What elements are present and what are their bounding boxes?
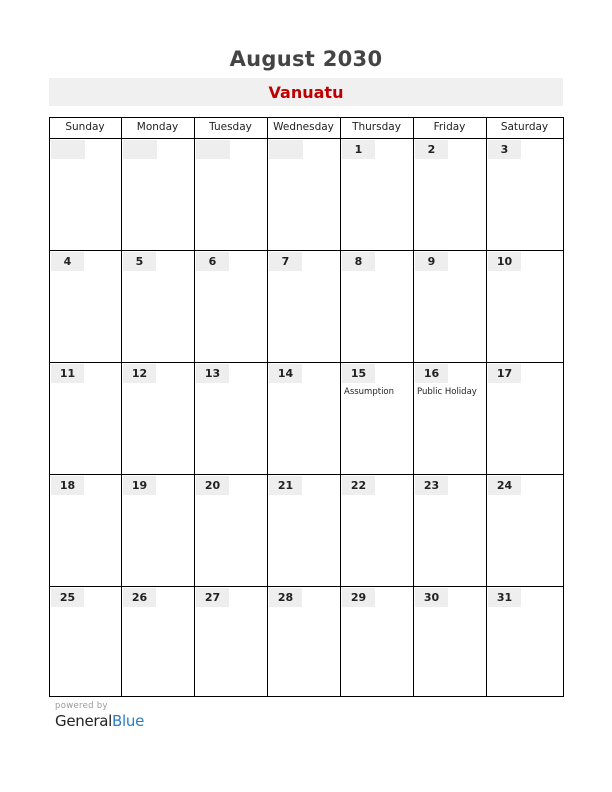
day-number-box bbox=[415, 140, 448, 159]
day-number-box bbox=[415, 252, 448, 271]
day-cell-28[interactable] bbox=[267, 586, 340, 697]
day-number: 13 bbox=[204, 367, 221, 380]
day-number: 23 bbox=[423, 479, 440, 492]
day-cell-18[interactable] bbox=[49, 474, 121, 585]
day-cell-1[interactable] bbox=[340, 138, 413, 249]
day-number: 11 bbox=[59, 367, 76, 380]
day-number: 4 bbox=[63, 255, 72, 268]
day-number: 18 bbox=[59, 479, 76, 492]
grid-line-vertical bbox=[486, 117, 487, 697]
day-number-box bbox=[196, 364, 229, 383]
day-cell-15[interactable] bbox=[340, 362, 413, 473]
day-cell-24[interactable] bbox=[486, 474, 563, 585]
day-number-box bbox=[269, 588, 302, 607]
day-number: 15 bbox=[350, 367, 367, 380]
country-banner bbox=[49, 78, 563, 106]
day-cell-14[interactable] bbox=[267, 362, 340, 473]
day-number: 7 bbox=[281, 255, 290, 268]
day-cell-3[interactable] bbox=[486, 138, 563, 249]
day-cell-5[interactable] bbox=[121, 250, 194, 361]
day-number-box bbox=[488, 252, 521, 271]
weekday-header-tuesday: Tuesday bbox=[209, 121, 252, 133]
generalblue-logo[interactable] bbox=[55, 712, 144, 730]
day-number: 2 bbox=[427, 143, 436, 156]
day-number-box bbox=[51, 252, 84, 271]
brand-blue-text: Blue bbox=[112, 712, 145, 730]
day-number-box bbox=[488, 476, 521, 495]
empty-day-cell[interactable] bbox=[194, 138, 267, 249]
day-cell-30[interactable] bbox=[413, 586, 486, 697]
day-number-box bbox=[123, 252, 156, 271]
day-number: 1 bbox=[354, 143, 363, 156]
day-number: 12 bbox=[131, 367, 148, 380]
day-number-box bbox=[342, 588, 375, 607]
day-number: 14 bbox=[277, 367, 294, 380]
day-number-box bbox=[269, 476, 302, 495]
day-number-box bbox=[488, 588, 521, 607]
day-cell-6[interactable] bbox=[194, 250, 267, 361]
day-number: 21 bbox=[277, 479, 294, 492]
day-number-box bbox=[415, 364, 448, 383]
day-number-box bbox=[51, 476, 84, 495]
day-number-box bbox=[196, 588, 229, 607]
day-cell-21[interactable] bbox=[267, 474, 340, 585]
day-number: 9 bbox=[427, 255, 436, 268]
weekday-header-saturday: Saturday bbox=[500, 121, 549, 133]
day-number-box bbox=[51, 588, 84, 607]
day-number-box bbox=[342, 476, 375, 495]
day-number-box bbox=[123, 588, 156, 607]
grid-line-vertical bbox=[194, 117, 195, 697]
day-number-box bbox=[123, 476, 156, 495]
day-cell-16[interactable] bbox=[413, 362, 486, 473]
day-number: 29 bbox=[350, 591, 367, 604]
day-number: 3 bbox=[500, 143, 509, 156]
day-number: 5 bbox=[135, 255, 144, 268]
day-number: 22 bbox=[350, 479, 367, 492]
weekday-header-monday: Monday bbox=[136, 121, 179, 133]
day-number: 25 bbox=[59, 591, 76, 604]
day-cell-2[interactable] bbox=[413, 138, 486, 249]
day-number: 27 bbox=[204, 591, 221, 604]
day-cell-26[interactable] bbox=[121, 586, 194, 697]
day-number-box bbox=[488, 140, 521, 159]
day-cell-13[interactable] bbox=[194, 362, 267, 473]
holiday-label: Assumption bbox=[344, 387, 395, 397]
day-number: 30 bbox=[423, 591, 440, 604]
day-cell-7[interactable] bbox=[267, 250, 340, 361]
day-number: 24 bbox=[496, 479, 513, 492]
grid-line-vertical bbox=[121, 117, 122, 697]
country-name: Vanuatu bbox=[268, 83, 344, 102]
holiday-label: Public Holiday bbox=[417, 387, 477, 397]
day-number: 31 bbox=[496, 591, 513, 604]
weekday-header-friday: Friday bbox=[433, 121, 466, 133]
weekday-header-wednesday: Wednesday bbox=[273, 121, 334, 133]
empty-day-box bbox=[196, 140, 230, 159]
day-cell-23[interactable] bbox=[413, 474, 486, 585]
day-cell-19[interactable] bbox=[121, 474, 194, 585]
day-number-box bbox=[196, 252, 229, 271]
day-number-box bbox=[415, 588, 448, 607]
day-number-box bbox=[269, 252, 302, 271]
day-cell-22[interactable] bbox=[340, 474, 413, 585]
day-number: 19 bbox=[131, 479, 148, 492]
day-number-box bbox=[51, 364, 84, 383]
day-cell-25[interactable] bbox=[49, 586, 121, 697]
day-cell-29[interactable] bbox=[340, 586, 413, 697]
day-number: 16 bbox=[423, 367, 440, 380]
empty-day-cell[interactable] bbox=[49, 138, 121, 249]
grid-line-vertical bbox=[340, 117, 341, 697]
day-number-box bbox=[488, 364, 521, 383]
day-cell-4[interactable] bbox=[49, 250, 121, 361]
page-title: August 2030 bbox=[229, 47, 383, 71]
day-number-box bbox=[342, 364, 375, 383]
day-number: 28 bbox=[277, 591, 294, 604]
day-cell-11[interactable] bbox=[49, 362, 121, 473]
day-number: 17 bbox=[496, 367, 513, 380]
empty-day-box bbox=[51, 140, 85, 159]
day-number: 6 bbox=[208, 255, 217, 268]
day-cell-10[interactable] bbox=[486, 250, 563, 361]
grid-line-vertical bbox=[267, 117, 268, 697]
weekday-header-thursday: Thursday bbox=[352, 121, 401, 133]
day-number: 26 bbox=[131, 591, 148, 604]
day-number: 20 bbox=[204, 479, 221, 492]
footer bbox=[55, 701, 144, 730]
day-number-box bbox=[269, 364, 302, 383]
empty-day-box bbox=[123, 140, 157, 159]
empty-day-cell[interactable] bbox=[267, 138, 340, 249]
grid-line-vertical bbox=[413, 117, 414, 697]
empty-day-cell[interactable] bbox=[121, 138, 194, 249]
day-cell-27[interactable] bbox=[194, 586, 267, 697]
day-cell-9[interactable] bbox=[413, 250, 486, 361]
weekday-header-sunday: Sunday bbox=[65, 121, 105, 133]
day-number-box bbox=[342, 252, 375, 271]
day-cell-31[interactable] bbox=[486, 586, 563, 697]
day-number-box bbox=[123, 364, 156, 383]
empty-day-box bbox=[269, 140, 303, 159]
calendar-grid bbox=[49, 117, 564, 697]
powered-by-text: powered by bbox=[55, 701, 108, 711]
day-cell-12[interactable] bbox=[121, 362, 194, 473]
day-number-box bbox=[196, 476, 229, 495]
day-cell-8[interactable] bbox=[340, 250, 413, 361]
day-number: 10 bbox=[496, 255, 513, 268]
day-number-box bbox=[342, 140, 375, 159]
grid-line-vertical bbox=[49, 117, 50, 697]
day-number-box bbox=[415, 476, 448, 495]
grid-line-vertical bbox=[563, 117, 564, 697]
brand-general-text: General bbox=[55, 712, 113, 730]
day-cell-20[interactable] bbox=[194, 474, 267, 585]
day-number: 8 bbox=[354, 255, 363, 268]
day-cell-17[interactable] bbox=[486, 362, 563, 473]
